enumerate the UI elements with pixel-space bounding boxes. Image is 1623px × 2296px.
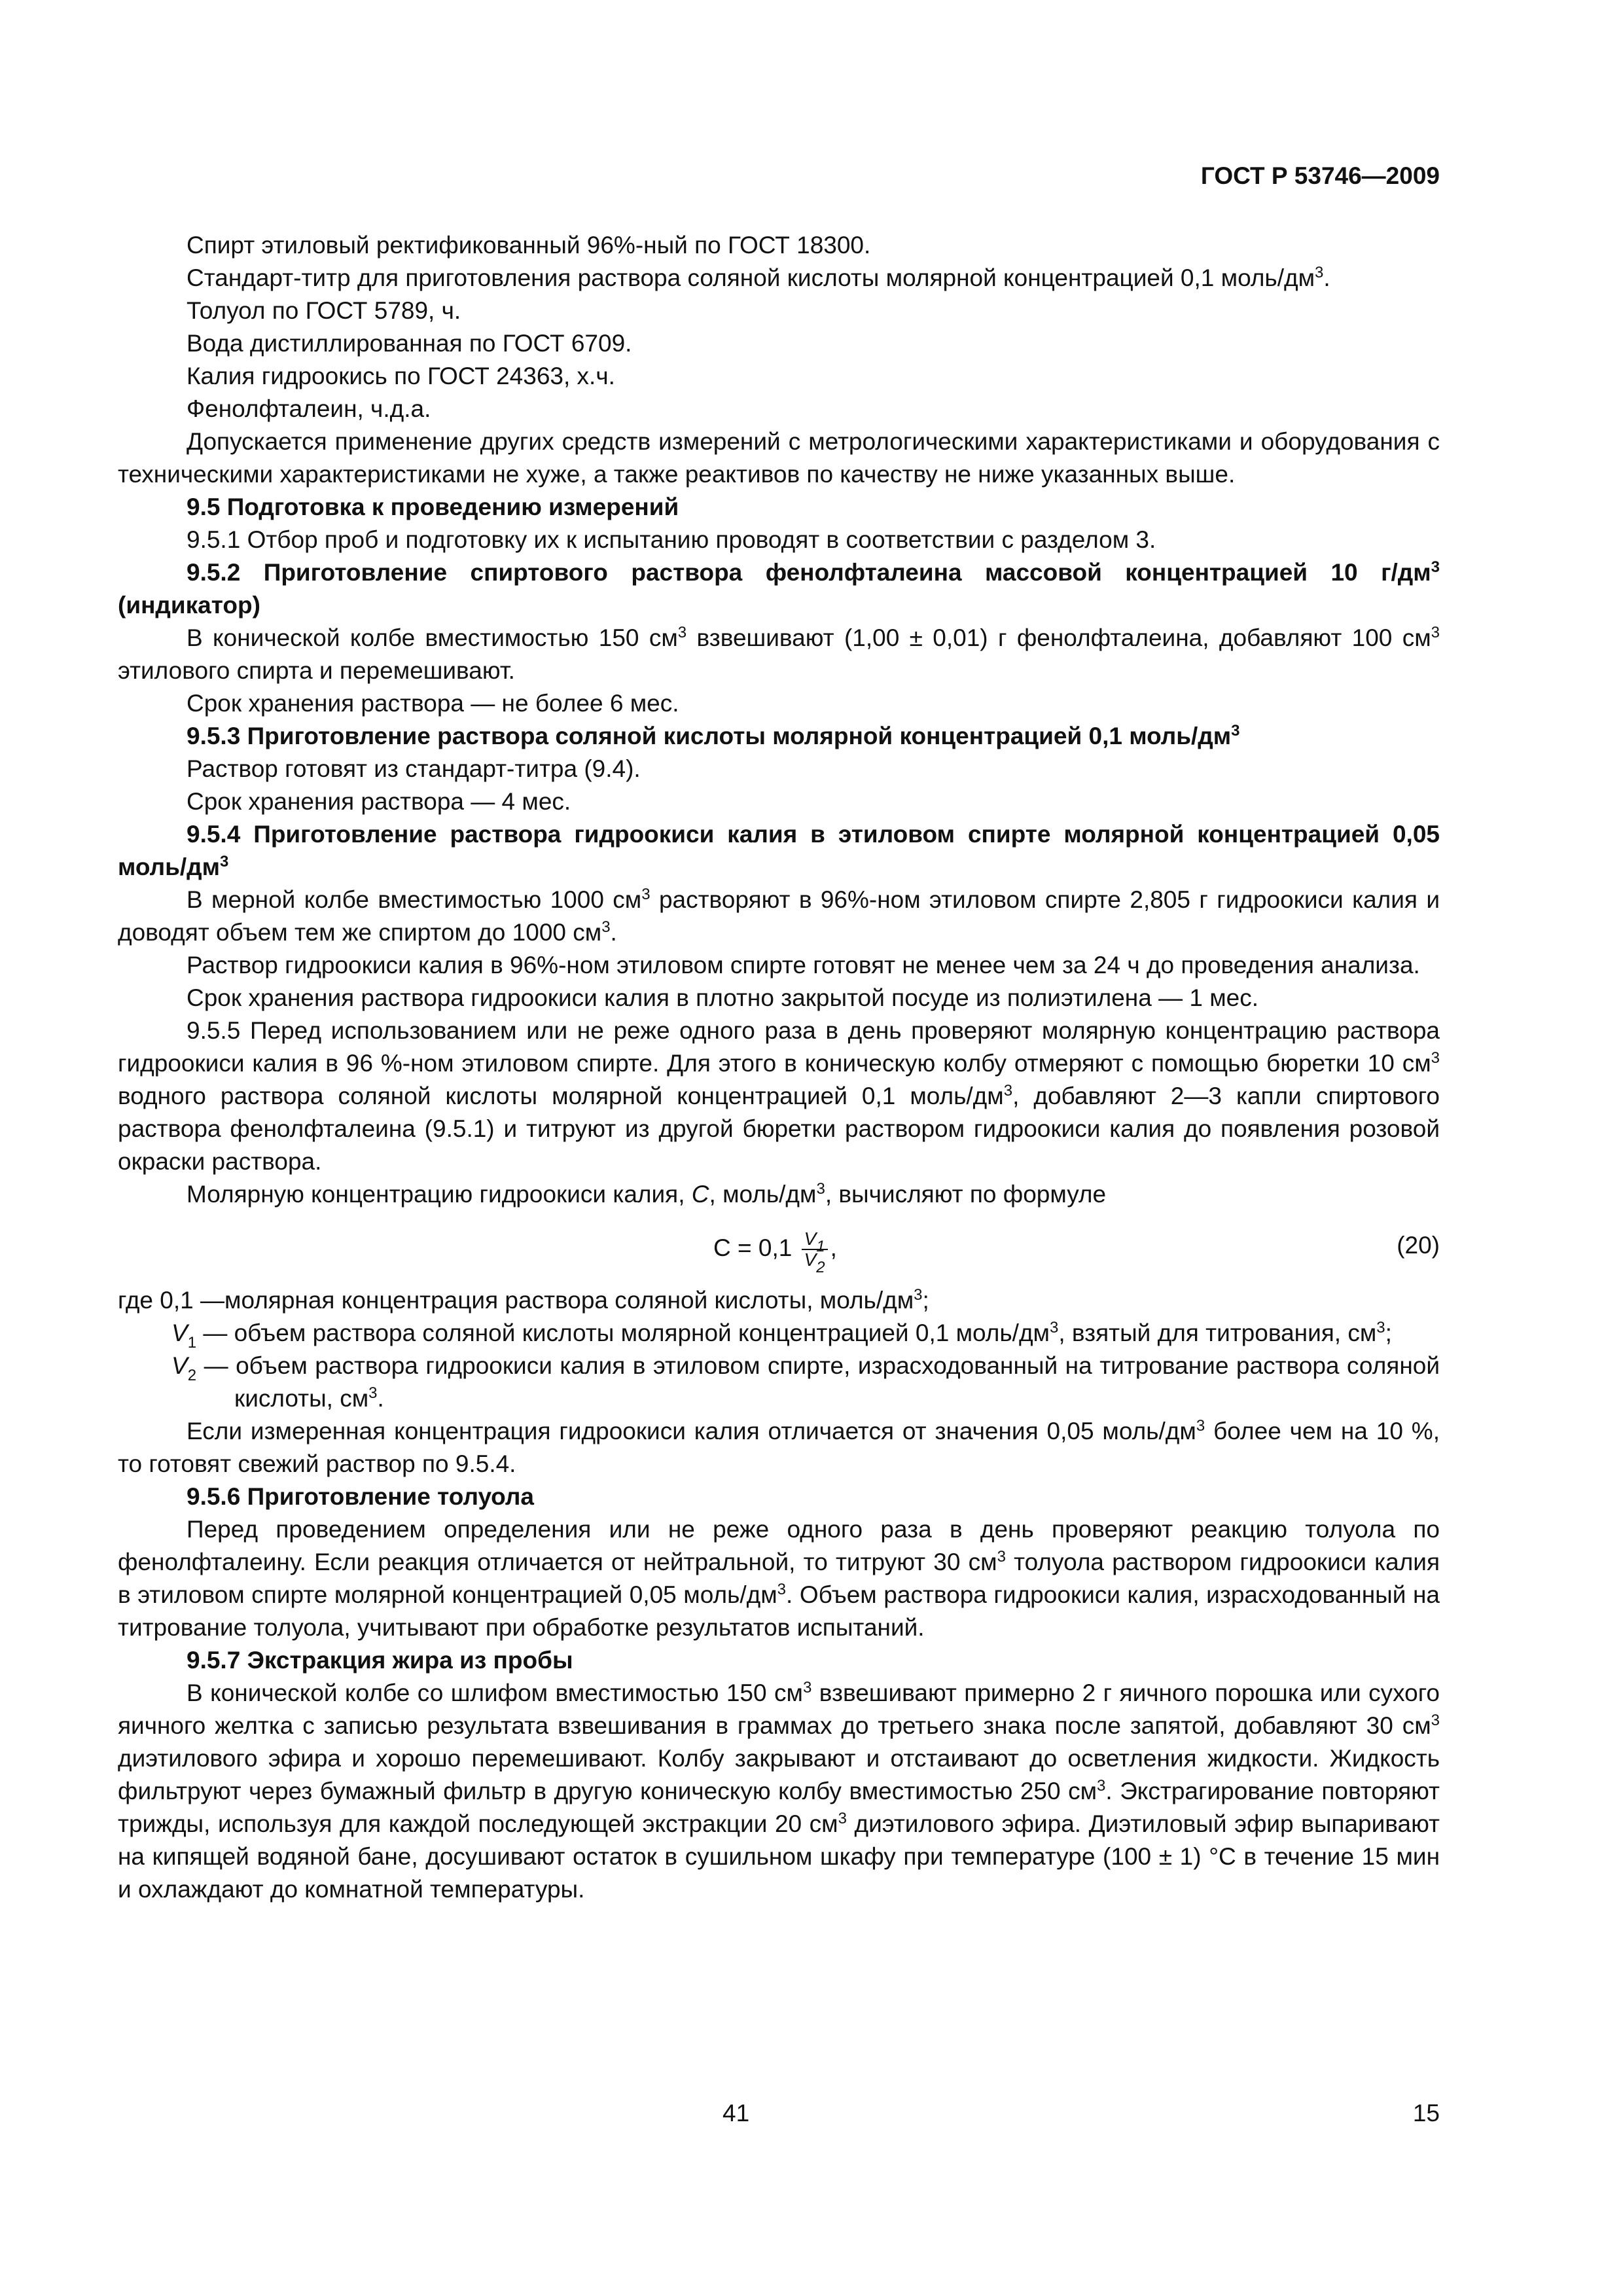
- paragraph: 9.5.1 Отбор проб и подготовку их к испытанию проводят в соответствии с разделом 3.: [187, 526, 1156, 553]
- subscript: 2: [187, 1367, 197, 1384]
- where-item: [118, 1317, 1440, 1350]
- subscript: 1: [187, 1334, 197, 1352]
- superscript: 3: [677, 624, 687, 641]
- text: 9.5.5 Перед использованием или не реже одного раза в день проверяют молярную концентрацию раствора гидроокиси калия в 96 %-ном этиловом спирте. Для этого в коническую колбу отмеряют с помощью бюретки 10 см: [118, 1017, 1440, 1077]
- fraction-denominator: [802, 1249, 828, 1276]
- text: .: [377, 1385, 384, 1412]
- where-item: [118, 1284, 1440, 1317]
- text: диэтилового эфира. Диэтиловый эфир выпаривают на кипящей водяной бане, досушивают остаток в сушильном шкафу при температуре (100 ± 1) °С в течение 15 мин и охлаждают до комнатной температуры.: [118, 1810, 1440, 1903]
- superscript: 3: [1097, 1777, 1106, 1795]
- where-desc: [171, 1350, 1440, 1415]
- text: Вода дистиллированная по ГОСТ 6709.: [187, 330, 632, 357]
- superscript: 3: [1431, 624, 1440, 641]
- superscript: 3: [838, 1810, 847, 1827]
- subscript: 2: [816, 1259, 825, 1276]
- paragraph: [118, 1014, 1440, 1178]
- text: .: [1323, 264, 1330, 291]
- page-number-right: 15: [1412, 2100, 1440, 2126]
- text: диэтилового эфира и хорошо перемешивают. Колбу закрывают и отстаивают до осветления жидкости. Жидкость фильтруют через бумажный фильтр в другую коническую колбу вместимостью 250 см: [118, 1745, 1440, 1804]
- document-body: [118, 229, 1440, 1906]
- paragraph: [118, 1677, 1440, 1906]
- text: Толуол по ГОСТ 5789, ч.: [187, 297, 461, 324]
- text: 9.5.4 Приготовление раствора гидроокиси калия в этиловом спирте молярной концентрацией 0,05 моль/дм: [118, 821, 1440, 880]
- superscript: 3: [914, 1286, 923, 1304]
- text: . Объем раствора гидроокиси калия, израсходованный на титрование толуола, учитывают при обработке результатов испытаний.: [118, 1581, 1440, 1641]
- list-item: [118, 295, 1440, 327]
- superscript: 3: [1431, 558, 1440, 576]
- superscript: 3: [802, 1679, 812, 1696]
- text: объем раствора гидроокиси калия в этиловом спирте, израсходованный на титрование раствора соляной кислоты, см: [234, 1352, 1440, 1412]
- text: объем раствора соляной кислоты молярной концентрацией 0,1 моль/дм: [234, 1319, 1050, 1346]
- paragraph: [118, 1415, 1440, 1480]
- text: (индикатор): [118, 592, 260, 619]
- text: , взятый для титрования, см: [1058, 1319, 1377, 1346]
- text: растворяют в 96%-ном этиловом спирте 2,805 г гидроокиси калия и доводят объем тем же спиртом до 1000 см: [118, 886, 1440, 946]
- text: более чем на 10 %, то готовят свежий раствор по 9.5.4.: [118, 1418, 1440, 1477]
- list-item: [118, 327, 1440, 360]
- formula-lhs: С = 0,1: [713, 1234, 793, 1261]
- superscript: 3: [601, 918, 611, 936]
- superscript: 3: [1431, 1049, 1440, 1067]
- text: Спирт этиловый ректификованный 96%-ный по ГОСТ 18300.: [187, 232, 871, 259]
- subscript: 1: [816, 1238, 825, 1255]
- section-heading: 9.5 Подготовка к проведению измерений: [187, 493, 679, 520]
- text: молярная концентрация раствора соляной кислоты, моль/дм: [224, 1287, 914, 1314]
- text: Допускается применение других средств измерений с метрологическими характеристиками и оборудования с техническими характеристиками не хуже, а также реактивов по качеству не ниже указанных выше.: [118, 428, 1440, 488]
- text: , вычисляют по формуле: [825, 1181, 1107, 1208]
- superscript: 3: [1315, 264, 1324, 281]
- text: Перед проведением определения или не реже одного раза в день проверяют реакцию толуола по фенолфталеину. Если реакция отличается от нейтральной, то титруют 30 см: [118, 1516, 1440, 1575]
- variable: V: [804, 1229, 817, 1249]
- text: ;: [1385, 1319, 1392, 1346]
- text: 9.5.2 Приготовление спиртового раствора фенолфталеина массовой концентрацией 10 г/дм: [187, 559, 1431, 586]
- text: Молярную концентрацию гидроокиси калия,: [187, 1181, 692, 1208]
- text: , добавляют 2—3 капли спиртового раствора фенолфталеина (9.5.1) и титруют из другой бюретки раствором гидроокиси калия до появления розовой окраски раствора.: [118, 1083, 1440, 1175]
- where-term: где 0,1 —: [118, 1287, 224, 1314]
- text: . Экстрагирование повторяют трижды, используя для каждой последующей экстракции 20 см: [118, 1778, 1440, 1837]
- fraction: [802, 1229, 828, 1276]
- superscript: 3: [219, 853, 229, 870]
- formula-number: (20): [1397, 1232, 1440, 1259]
- text: Фенолфталеин, ч.д.а.: [187, 395, 431, 422]
- variable: С: [691, 1181, 709, 1208]
- paragraph: [118, 622, 1440, 687]
- text: толуола раствором гидроокиси калия в этиловом спирте молярной концентрацией 0,05 моль/дм: [118, 1549, 1440, 1608]
- text: этилового спирта и перемешивают.: [118, 657, 515, 684]
- variable: V: [804, 1249, 817, 1270]
- paragraph: [118, 425, 1440, 491]
- text: Стандарт-титр для приготовления раствора соляной кислоты молярной концентрацией 0,1 моль/дм: [187, 264, 1315, 291]
- variable: V: [171, 1352, 188, 1379]
- section-heading: 9.5.6 Приготовление толуола: [187, 1483, 534, 1510]
- superscript: 3: [641, 886, 651, 903]
- formula: [713, 1229, 837, 1276]
- paragraph: Срок хранения раствора — 4 мес.: [187, 788, 571, 815]
- where-desc: [224, 1284, 1440, 1317]
- list-item: [118, 393, 1440, 425]
- superscript: 3: [1231, 722, 1240, 740]
- where-desc: [171, 1317, 1440, 1350]
- section-heading: [118, 720, 1440, 753]
- text: —: [196, 1319, 234, 1346]
- superscript: 3: [777, 1581, 787, 1598]
- paragraph: Срок хранения раствора — не более 6 мес.: [187, 690, 679, 717]
- superscript: 3: [1376, 1319, 1385, 1336]
- superscript: 3: [368, 1384, 378, 1402]
- text: —: [196, 1352, 236, 1379]
- formula-tail: ,: [830, 1234, 837, 1261]
- page-number-left: 41: [722, 2100, 750, 2126]
- variable: V: [171, 1319, 188, 1346]
- superscript: 3: [997, 1548, 1006, 1566]
- section-heading: [118, 556, 1440, 622]
- text: ;: [922, 1287, 929, 1314]
- text: .: [610, 919, 617, 946]
- superscript: 3: [1196, 1417, 1205, 1435]
- list-item: [118, 360, 1440, 393]
- standard-number: ГОСТ Р 53746—2009: [1200, 162, 1440, 189]
- text: В конической колбе со шлифом вместимостью 150 см: [187, 1679, 803, 1706]
- text: Если измеренная концентрация гидроокиси калия отличается от значения 0,05 моль/дм: [187, 1418, 1196, 1444]
- text: взвешивают (1,00 ± 0,01) г фенолфталеина, добавляют 100 см: [687, 624, 1431, 651]
- section-heading: 9.5.7 Экстракция жира из пробы: [187, 1647, 573, 1674]
- section-heading: [118, 818, 1440, 884]
- text: 9.5.3 Приготовление раствора соляной кислоты молярной концентрацией 0,1 моль/дм: [187, 723, 1232, 749]
- superscript: 3: [1049, 1319, 1059, 1336]
- text: Калия гидроокись по ГОСТ 24363, х.ч.: [187, 363, 615, 389]
- text: В мерной колбе вместимостью 1000 см: [187, 886, 642, 913]
- text: В конической колбе вместимостью 150 см: [187, 624, 678, 651]
- paragraph: Раствор гидроокиси калия в 96%-ном этиловом спирте готовят не менее чем за 24 ч до проведения анализа.: [187, 952, 1420, 978]
- paragraph: [118, 1513, 1440, 1644]
- where-item: [118, 1350, 1440, 1415]
- superscript: 3: [816, 1180, 825, 1198]
- fraction-numerator: [802, 1229, 828, 1255]
- paragraph: Срок хранения раствора гидроокиси калия в плотно закрытой посуде из полиэтилена — 1 мес.: [187, 984, 1259, 1011]
- text: , моль/дм: [709, 1181, 817, 1208]
- superscript: 3: [1431, 1712, 1440, 1729]
- paragraph: Раствор готовят из стандарт-титра (9.4).: [187, 755, 641, 782]
- text: взвешивают примерно 2 г яичного порошка или сухого яичного желтка с записью результата взвешивания в граммах до третьего знака после запятой, добавляют 30 см: [118, 1679, 1440, 1739]
- list-item: [118, 262, 1440, 295]
- paragraph: [118, 884, 1440, 949]
- list-item: [118, 229, 1440, 262]
- paragraph: [118, 1178, 1440, 1211]
- text: водного раствора соляной кислоты молярной концентрацией 0,1 моль/дм: [118, 1083, 1004, 1109]
- superscript: 3: [1003, 1082, 1013, 1100]
- formula-block: [118, 1211, 1440, 1284]
